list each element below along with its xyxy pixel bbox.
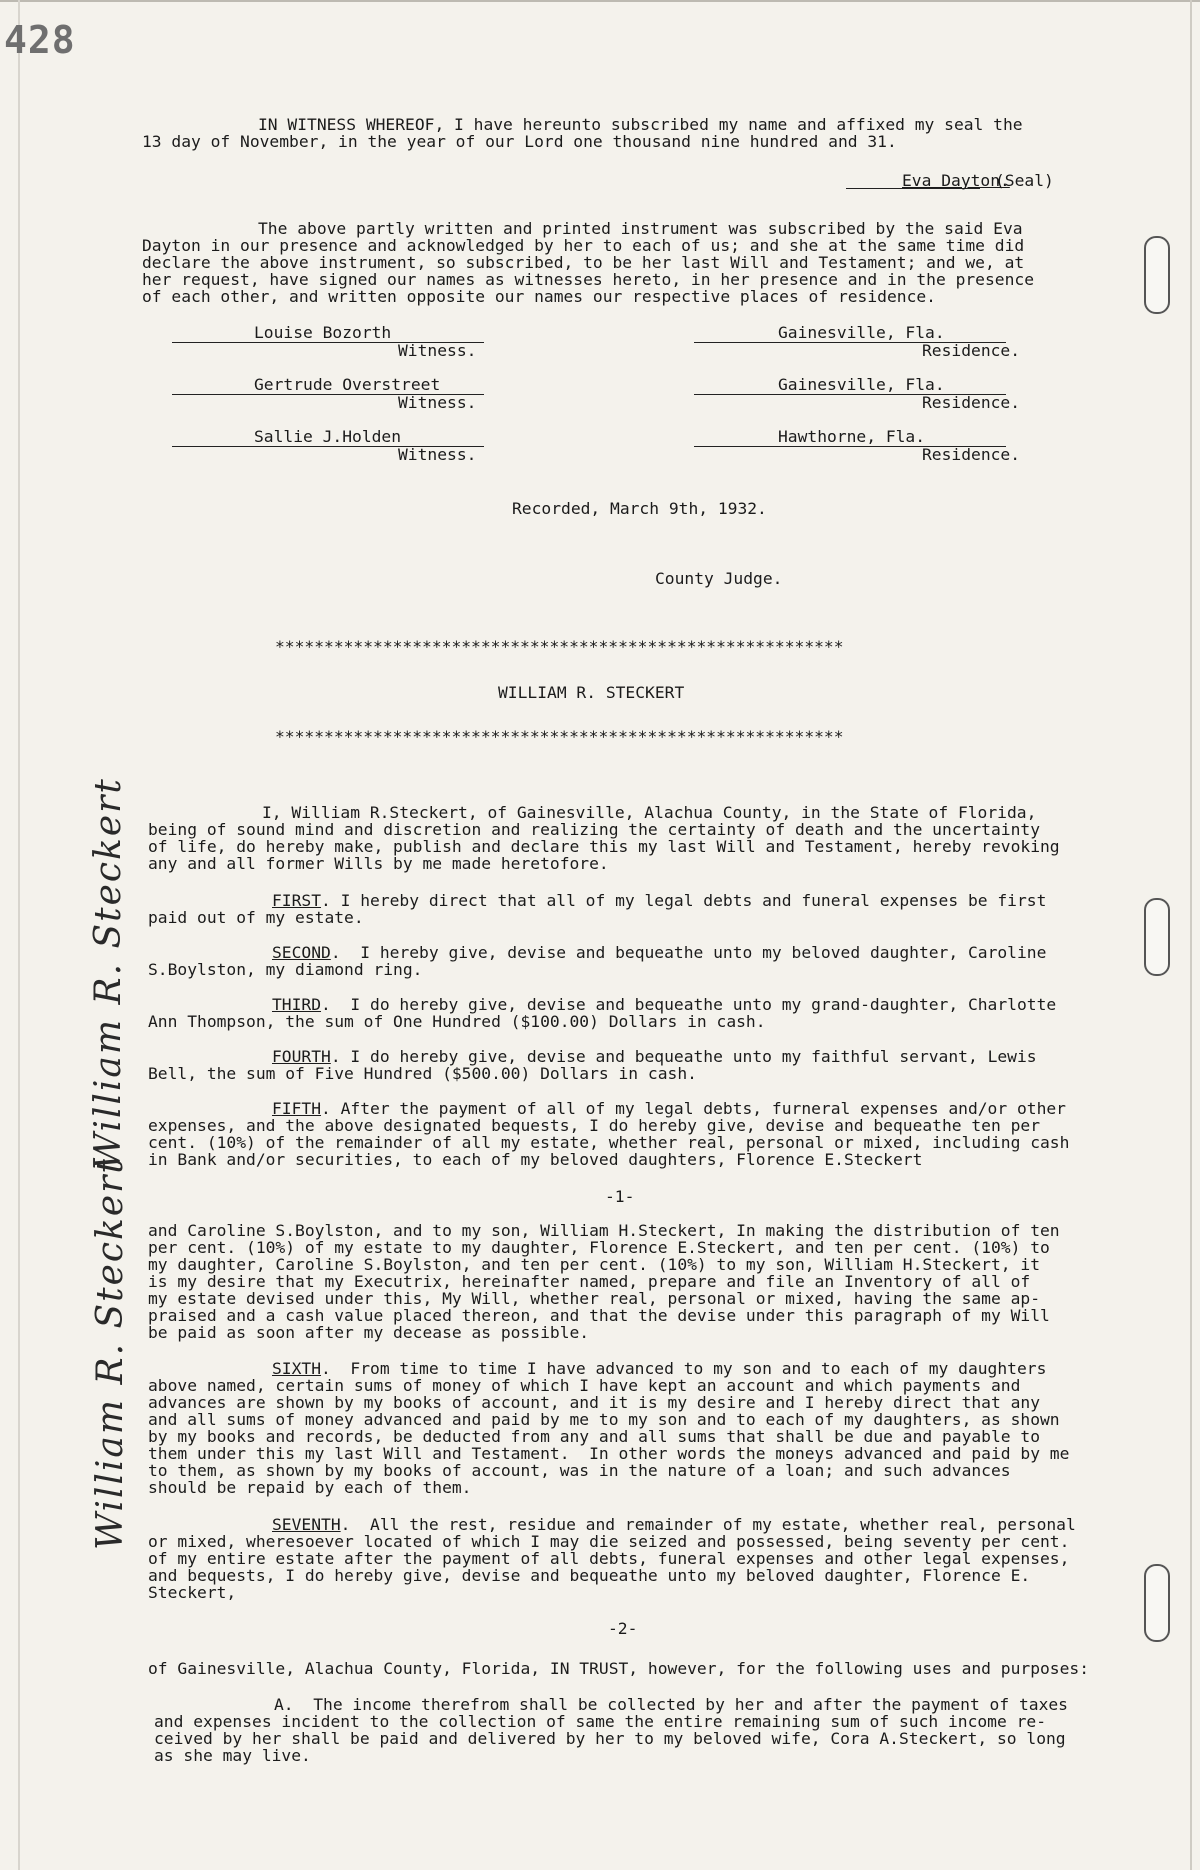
article-label: FIRST	[272, 891, 322, 910]
article-line: advances are shown by my books of account, and it is my desire and I hereby direct that any	[148, 1393, 1040, 1412]
article-first	[272, 892, 1046, 910]
continuation-line: is my desire that my Executrix, hereinafter named, prepare and file an Inventory of all of	[148, 1272, 1031, 1291]
intro-line: of life, do hereby make, publish and declare this my last Will and Testament, hereby revoking	[148, 837, 1060, 856]
article-text: . I hereby direct that all of my legal debts and funeral expenses be first	[321, 891, 1047, 910]
left-margin-line	[18, 0, 20, 1870]
county-judge-label: County Judge.	[655, 569, 783, 588]
top-border	[0, 0, 1200, 2]
witness-residence: Gainesville, Fla.	[778, 375, 945, 394]
continuation-line: my daughter, Caroline S.Boylston, and ten per cent. (10%) to my son, William H.Steckert, it	[148, 1255, 1040, 1274]
article-line: cent. (10%) of the remainder of all my estate, whether real, personal or mixed, including cash	[148, 1133, 1070, 1152]
article-line: them under this my last Will and Testament. In other words the moneys advanced and paid by me	[148, 1444, 1070, 1463]
page-marker: -2-	[608, 1619, 638, 1638]
intro-line: any and all former Wills by me made heretofore.	[148, 854, 609, 873]
margin-signature: William R. Steckert	[90, 1157, 131, 1550]
witness-clause-line: 13 day of November, in the year of our Lord one thousand nine hundred and 31.	[142, 132, 897, 151]
article-text: . I do hereby give, devise and bequeathe unto my faithful servant, Lewis	[330, 1047, 1037, 1066]
residence-label: Residence.	[922, 445, 1021, 464]
continuation-line: be paid as soon after my decease as possible.	[148, 1323, 590, 1342]
article-line: paid out of my estate.	[148, 908, 364, 927]
testator-signature: Eva Dayton.	[902, 171, 1010, 190]
article-text: . All the rest, residue and remainder of my estate, whether real, personal	[340, 1515, 1076, 1534]
article-label: SIXTH	[272, 1359, 322, 1378]
article-line: and bequests, I do hereby give, devise and bequeathe unto my beloved daughter, Florence E.	[148, 1566, 1031, 1585]
continuation-line: and Caroline S.Boylston, and to my son, William H.Steckert, In making the distribution of ten	[148, 1221, 1060, 1240]
article-line: should be repaid by each of them.	[148, 1478, 472, 1497]
recorded-date: Recorded, March 9th, 1932.	[512, 499, 767, 518]
article-line: or mixed, wheresoever located of which I may die seized and possessed, being seventy per cent.	[148, 1532, 1070, 1551]
binder-hole-icon	[1144, 236, 1170, 314]
continuation-line: my estate devised under this, My Will, whether real, personal or mixed, having the same ap-	[148, 1289, 1040, 1308]
witness-name: Sallie J.Holden	[254, 427, 402, 446]
seal-label: (Seal)	[995, 171, 1054, 190]
attestation-line: The above partly written and printed instrument was subscribed by the said Eva	[258, 219, 1023, 238]
article-label: SECOND	[272, 943, 331, 962]
article-line: in Bank and/or securities, to each of my beloved daughters, Florence E.Steckert	[148, 1150, 923, 1169]
article-line: Bell, the sum of Five Hundred ($500.00) Dollars in cash.	[148, 1064, 697, 1083]
article-line: of my entire estate after the payment of all debts, funeral expenses and other legal expenses,	[148, 1549, 1070, 1568]
item-a-line: as she may live.	[154, 1746, 311, 1765]
intro-line: I, William R.Steckert, of Gainesville, Alachua County, in the State of Florida,	[262, 803, 1037, 822]
article-line: S.Boylston, my diamond ring.	[148, 960, 423, 979]
item-a-line: ceived by her shall be paid and delivered by her to my beloved wife, Cora A.Steckert, so long	[154, 1729, 1066, 1748]
item-a-line: and expenses incident to the collection of same the entire remaining sum of such income re-	[154, 1712, 1046, 1731]
witness-clause-line: IN WITNESS WHEREOF, I have hereunto subscribed my name and affixed my seal the	[258, 115, 1023, 134]
article-label: FIFTH	[272, 1099, 322, 1118]
residence-label: Residence.	[922, 341, 1021, 360]
attestation-line: her request, have signed our names as witnesses hereto, in her presence and in the presence	[142, 270, 1034, 289]
item-a-line: A. The income therefrom shall be collected by her and after the payment of taxes	[274, 1695, 1068, 1714]
trust-line: of Gainesville, Alachua County, Florida, IN TRUST, however, for the following uses and purposes:	[148, 1659, 1090, 1678]
will-title: WILLIAM R. STECKERT	[498, 683, 685, 702]
article-line: to them, as shown by my books of account, was in the nature of a loan; and such advances	[148, 1461, 1011, 1480]
binder-hole-icon	[1144, 1564, 1170, 1642]
attestation-line: of each other, and written opposite our names our respective places of residence.	[142, 287, 936, 306]
separator-stars: **********************************************************	[275, 727, 844, 746]
continuation-line: praised and a cash value placed thereon, and that the devise under this paragraph of my Will	[148, 1306, 1050, 1325]
witness-label: Witness.	[398, 341, 477, 360]
article-line: and all sums of money advanced and paid by me to my son and to each of my daughters, as shown	[148, 1410, 1060, 1429]
intro-line: being of sound mind and discretion and realizing the certainty of death and the uncertainty	[148, 820, 1040, 839]
witness-residence: Hawthorne, Fla.	[778, 427, 926, 446]
article-text: . After the payment of all of my legal debts, furneral expenses and/or other	[321, 1099, 1066, 1118]
page-number: 428	[4, 18, 76, 62]
witness-name: Gertrude Overstreet	[254, 375, 441, 394]
article-line: by my books and records, be deducted from any and all sums that shall be due and payable to	[148, 1427, 1040, 1446]
article-label: THIRD	[272, 995, 322, 1014]
residence-label: Residence.	[922, 393, 1021, 412]
article-label: FOURTH	[272, 1047, 331, 1066]
attestation-line: declare the above instrument, so subscribed, to be her last Will and Testament; and we, at	[142, 253, 1025, 272]
separator-stars: **********************************************************	[275, 637, 844, 656]
witness-residence: Gainesville, Fla.	[778, 323, 945, 342]
binder-hole-icon	[1144, 898, 1170, 976]
article-line: expenses, and the above designated bequests, I do hereby give, devise and bequeathe ten per	[148, 1116, 1040, 1135]
article-line: above named, certain sums of money of which I have kept an account and which payments and	[148, 1376, 1021, 1395]
article-text: . I do hereby give, devise and bequeathe unto my grand-daughter, Charlotte	[321, 995, 1057, 1014]
page-marker: -1-	[605, 1187, 635, 1206]
article-line: Steckert,	[148, 1583, 237, 1602]
witness-label: Witness.	[398, 445, 477, 464]
right-margin-line	[1190, 0, 1192, 1870]
article-label: SEVENTH	[272, 1515, 341, 1534]
article-line: Ann Thompson, the sum of One Hundred ($100.00) Dollars in cash.	[148, 1012, 766, 1031]
margin-signature: William R. Steckert	[88, 777, 129, 1170]
attestation-line: Dayton in our presence and acknowledged by her to each of us; and she at the same time did	[142, 236, 1025, 255]
witness-name: Louise Bozorth	[254, 323, 392, 342]
witness-label: Witness.	[398, 393, 477, 412]
article-text: . From time to time I have advanced to my son and to each of my daughters	[321, 1359, 1047, 1378]
continuation-line: per cent. (10%) of my estate to my daughter, Florence E.Steckert, and ten per cent. (10%) to	[148, 1238, 1050, 1257]
article-text: . I hereby give, devise and bequeathe unto my beloved daughter, Caroline	[330, 943, 1047, 962]
